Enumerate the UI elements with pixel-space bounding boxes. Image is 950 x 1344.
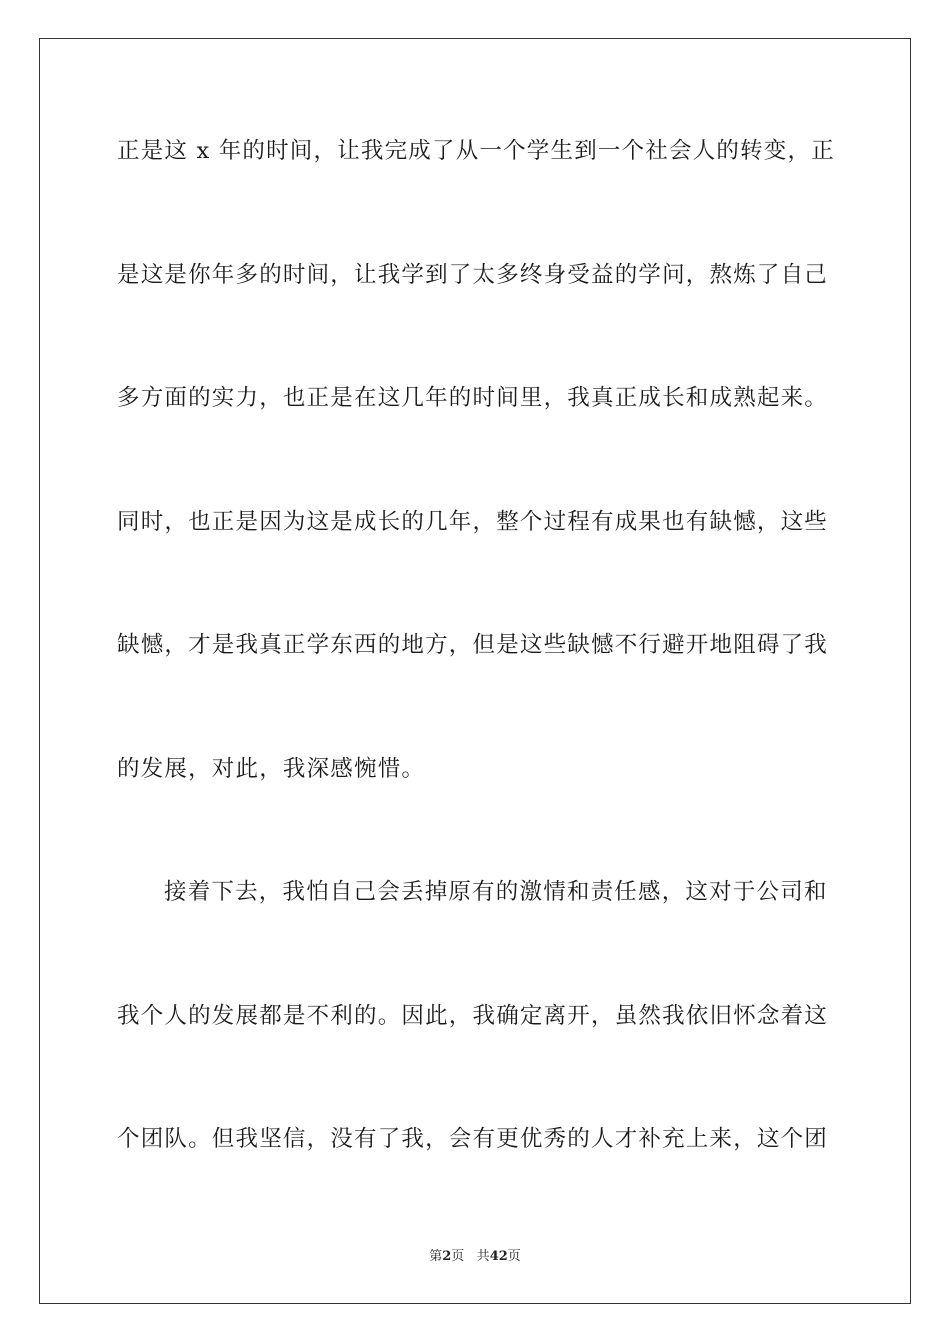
page-number: 2 [442, 1249, 452, 1264]
text-line: 正是这 x 年的时间，让我完成了从一个学生到一个社会人的转变，正 [117, 138, 835, 164]
text-line: 缺憾，才是我真正学东西的地方，但是这些缺憾不行避开地阻碍了我 [117, 632, 829, 658]
total-prefix: 共 [476, 1249, 490, 1264]
page-suffix: 页 [451, 1249, 465, 1264]
text-line: 接着下去，我怕自己会丢掉原有的激情和责任感，这对于公司和 [164, 879, 828, 905]
text-line: 个团队。但我坚信，没有了我，会有更优秀的人才补充上来，这个团 [117, 1126, 829, 1152]
total-pages: 42 [489, 1249, 508, 1264]
page-footer [0, 1248, 950, 1266]
text-line: 我个人的发展都是不利的。因此，我确定离开，虽然我依旧怀念着这 [117, 1002, 829, 1029]
text-line: 多方面的实力，也正是在这几年的时间里，我真正成长和成熟起来。 [117, 385, 829, 411]
text-line: 是这是你年多的时间，让我学到了太多终身受益的学问，熬炼了自己 [117, 261, 829, 288]
total-suffix: 页 [507, 1249, 521, 1264]
text-line: 同时，也正是因为这是成长的几年，整个过程有成果也有缺憾，这些 [117, 508, 829, 535]
page-prefix: 第 [429, 1249, 443, 1264]
text-line: 的发展，对此，我深感惋惜。 [117, 755, 426, 782]
document-body [117, 126, 833, 1238]
